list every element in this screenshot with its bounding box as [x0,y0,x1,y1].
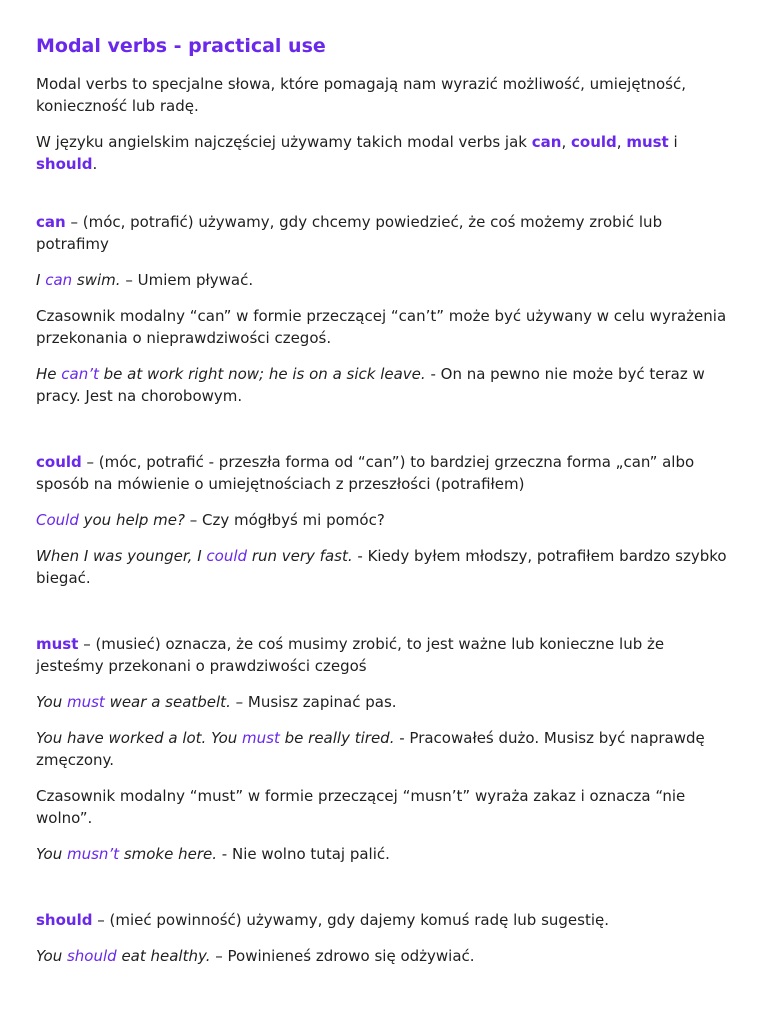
example-translation: – Czy mógłbyś mi pomóc? [184,511,385,529]
example-modal: could [206,547,248,565]
example-translation: – Umiem pływać. [120,271,254,289]
example-text: I [36,271,46,289]
must-definition-text: – (musieć) oznacza, że coś musimy zrobić, to jest ważne lub konieczne lub że jesteśmy przekonani o prawdziwości czegoś [36,635,665,675]
example-text: You [36,693,67,711]
example-sentence [36,693,231,711]
intro-list-prefix: W języku angielskim najczęściej używamy takich modal verbs jak [36,133,532,151]
example-modal: must [242,729,280,747]
could-definition [36,451,734,495]
example-translation: – Musisz zapinać pas. [230,693,397,711]
example-text: When I was younger, I [36,547,207,565]
can-note: Czasownik modalny “can” w formie przeczącej “can’t” może być używany w celu wyrażenia przekonania o nieprawdziwości czegoś. [36,307,727,347]
should-term: should [36,911,93,929]
example-modal: must [66,693,105,711]
example-text: be really tired. [279,729,395,747]
example-text: be at work right now; he is on a sick leave. [98,365,426,383]
example-sentence [36,729,394,747]
intro-term-could: could [571,133,617,151]
example-modal: can’t [61,365,99,383]
intro-paragraph [36,73,734,117]
example-modal: can [45,271,73,289]
intro-term-can: can [531,133,562,151]
example-text: you help me? [78,511,185,529]
could-definition-text: – (móc, potrafić - przeszła forma od “can”) to bardziej grzeczna forma „can” albo sposób na mówienie o umiejętnościach z przeszłości (potrafiłem) [36,453,695,493]
example-translation: – Powinieneś zdrowo się odżywiać. [210,947,475,965]
example-text: run very fast. [247,547,353,565]
should-example-1 [36,945,734,967]
intro-separator: , [616,133,627,151]
intro-separator: i [668,133,678,151]
section-must [36,633,734,865]
should-definition [36,909,734,931]
section-can [36,211,734,407]
example-text: swim. [72,271,121,289]
example-modal: Could [36,511,79,529]
section-could [36,451,734,589]
example-translation: - Nie wolno tutaj palić. [217,845,390,863]
example-sentence [36,271,121,289]
example-translation: - Kiedy byłem młodszy, potrafiłem bardzo szybko biegać. [36,547,727,587]
could-example-1 [36,509,734,531]
should-definition-text: – (mieć powinność) używamy, gdy dajemy komuś radę lub sugestię. [92,911,610,929]
example-text: You have worked a lot. You [36,729,243,747]
example-text: wear a seatbelt. [104,693,231,711]
can-example-1 [36,269,734,291]
can-term: can [36,213,66,231]
can-definition-text: – (móc, potrafić) używamy, gdy chcemy powiedzieć, że coś możemy zrobić lub potrafimy [36,213,663,253]
example-translation: - On na pewno nie może być teraz w pracy. Jest na chorobowym. [36,365,705,405]
example-text: He [36,365,62,383]
could-example-2 [36,545,734,589]
example-sentence [36,947,210,965]
must-term: must [36,635,79,653]
example-sentence [36,511,185,529]
example-sentence [36,365,426,383]
section-should [36,909,734,967]
must-example-3 [36,843,734,865]
must-example-1 [36,691,734,713]
intro-list-end: . [92,155,98,173]
example-sentence [36,845,217,863]
must-example-2 [36,727,734,771]
must-definition [36,633,734,677]
intro-separator: , [561,133,571,151]
can-example-2 [36,363,734,407]
example-text: You [36,845,67,863]
must-note: Czasownik modalny “must” w formie przeczącej “musn’t” wyraża zakaz i oznacza “nie wolno”. [36,787,686,827]
example-text: eat healthy. [116,947,211,965]
intro-term-should: should [36,155,93,173]
example-text: smoke here. [119,845,218,863]
example-translation: - Pracowałeś dużo. Musisz być naprawdę zmęczony. [36,729,705,769]
intro-text: Modal verbs to specjalne słowa, które pomagają nam wyrazić możliwość, umiejętność, konieczność lub radę. [36,75,686,115]
example-modal: musn’t [66,845,120,863]
intro-term-must: must [626,133,669,151]
example-modal: should [66,947,117,965]
can-definition [36,211,734,255]
could-term: could [36,453,82,471]
intro-modal-list [36,131,734,175]
example-sentence [36,547,353,565]
example-text: You [36,947,67,965]
page-title: Modal verbs - practical use [36,35,326,57]
